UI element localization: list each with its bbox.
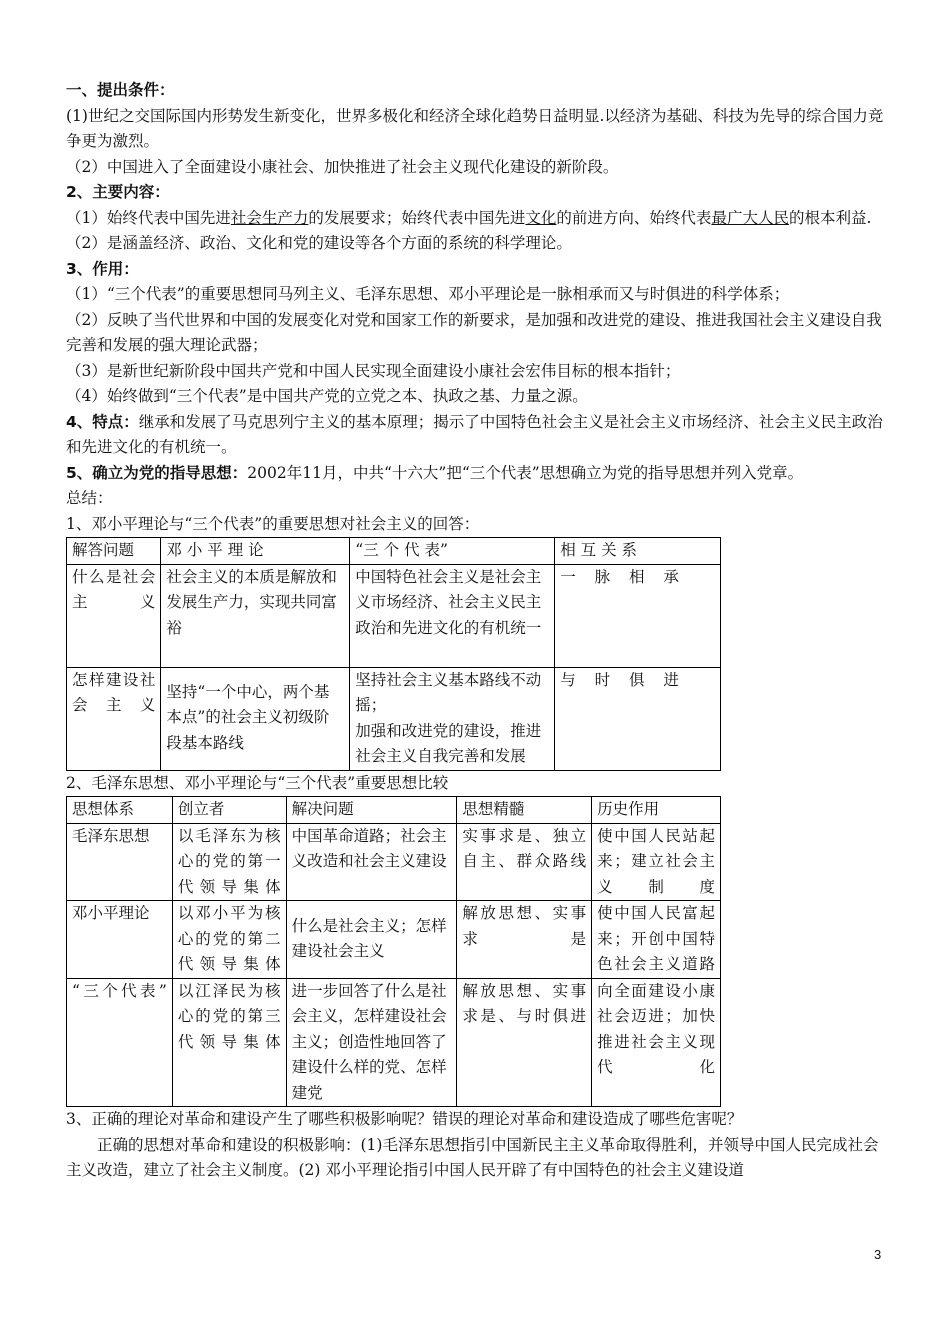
table-2-caption: 2、毛泽东思想、邓小平理论与“三个代表”重要思想比较 [66,773,449,792]
table-row [67,564,721,667]
table-cell: 以邓小平为核心的党的第二代领导集体 [172,901,286,979]
table-cell: 向全面建设小康社会迈进；加快推进社会主义现代化 [592,978,721,1107]
section-3-para-2: （2）反映了当代世界和中国的发展变化对党和国家工作的新要求，是加强和改进党的建设、推进我国社会主义建设自我完善和发展的强大理论武器； [66,310,882,354]
section-2-title: 2、主要内容： [66,183,170,201]
table-header: 历史作用 [592,797,721,824]
table-cell: 解放思想、实事求是 [457,901,592,979]
table-cell: 社会主义的本质是解放和发展生产力，实现共同富裕 [161,564,350,667]
section-4: 4、特点：继承和发展了马克思列宁主义的基本原理；揭示了中国特色社会主义是社会主义市场经济、社会主义民主政治和先进文化的有机统一。 [66,412,883,456]
section-1-para-1: (1)世纪之交国际国内形势发生新变化，世界多极化和经济全球化趋势日益明显.以经济为基础、科技为先导的综合国力竞争更为激烈。 [66,106,884,150]
table-cell: 什么是社会主义；怎样建设社会主义 [286,901,457,979]
table-cell: 与 时 俱 进 [555,667,721,770]
table-row [67,901,721,979]
table-row [67,823,721,901]
document-body [66,78,886,1184]
table-cell: 怎样建设社会主义 [67,667,161,770]
table-header: “三 个 代 表” [350,538,555,565]
cell-line: 坚持社会主义基本路线不动摇； [355,670,542,714]
table-cell: 中国革命道路；社会主义改造和社会主义建设 [286,823,457,901]
section-5: 5、确立为党的指导思想：2002年11月，中共“十六大”把“三个代表”思想确立为党的指导思想并列入党章。 [66,463,804,482]
comparison-table-1 [66,537,721,771]
section-1-para-2: （2）中国进入了全面建设小康社会、加快推进了社会主义现代化建设的新阶段。 [66,157,619,176]
table-header: 解决问题 [286,797,457,824]
table-header: 思想体系 [67,797,173,824]
table-cell: 实事求是、独立自主、群众路线 [457,823,592,901]
table-cell: 使中国人民站起来；建立社会主义制度 [592,823,721,901]
table-header: 邓 小 平 理 论 [161,538,350,565]
table-cell: 坚持“一个中心，两个基本点”的社会主义初级阶段基本路线 [161,667,350,770]
section-3-title: 3、作用： [66,259,139,278]
section-3-para-3: （3）是新世纪新阶段中国共产党和中国人民实现全面建设小康社会宏伟目标的根本指针； [66,361,681,380]
table-row [67,978,721,1107]
table-cell: 进一步回答了什么是社会主义，怎样建设社会主义；创造性地回答了建设什么样的党、怎样建党 [286,978,457,1107]
table-cell: 以毛泽东为核心的党的第一代领导集体 [172,823,286,901]
table-cell: 一 脉 相 承 [555,564,721,667]
table-row [67,538,721,565]
table-1-caption: 1、邓小平理论与“三个代表”的重要思想对社会主义的回答： [66,514,480,533]
page-number: 3 [874,1247,882,1262]
cell-line: 加强和改进党的建设，推进社会主义自我完善和发展 [355,721,542,765]
section-2-para-2: （2）是涵盖经济、政治、文化和党的建设等各个方面的系统的科学理论。 [66,234,572,252]
section-3-para-4: （4）始终做到“三个代表”是中国共产党的立党之本、执政之基、力量之源。 [66,387,588,405]
table-row [67,667,721,770]
section-1-title: 一、提出条件： [66,81,175,99]
table-cell: “三个代表” [67,978,173,1107]
summary-label: 总结： [66,489,113,507]
table-cell: 中国特色社会主义是社会主义市场经济、社会主义民主政治和先进文化的有机统一 [350,564,555,667]
table-header: 思想精髓 [457,797,592,824]
question-3-text: 正确的思想对革命和建设的积极影响：(1)毛泽东思想指引中国新民主主义革命取得胜利，并领导中国人民完成社会主义改造，建立了社会主义制度。(2) 邓小平理论指引中国人民开辟了有中国特色的社会主义建设道 [66,1135,879,1179]
table-row [67,797,721,824]
table-cell: 什么是社会主义 [67,564,161,667]
section-2-para-1: （1）始终代表中国先进社会生产力的发展要求；始终代表中国先进文化的前进方向、始终代表最广大人民的根本利益. [66,208,872,227]
table-cell: 以江泽民为核心的党的第三代领导集体 [172,978,286,1107]
table-header: 创立者 [172,797,286,824]
table-cell: 解放思想、实事求是、与时俱进 [457,978,592,1107]
question-3-title: 3、正确的理论对革命和建设产生了哪些积极影响呢？错误的理论对革命和建设造成了哪些危害呢？ [66,1110,743,1128]
section-3-para-1: （1）“三个代表”的重要思想同马列主义、毛泽东思想、邓小平理论是一脉相承而又与时俱进的科学体系； [66,285,790,303]
table-cell [350,667,555,770]
table-cell: 毛泽东思想 [67,823,173,901]
comparison-table-2 [66,796,721,1107]
table-cell: 邓小平理论 [67,901,173,979]
table-header: 相 互 关 系 [555,538,721,565]
table-cell: 使中国人民富起来；开创中国特色社会主义道路 [592,901,721,979]
table-header: 解答问题 [67,538,161,565]
